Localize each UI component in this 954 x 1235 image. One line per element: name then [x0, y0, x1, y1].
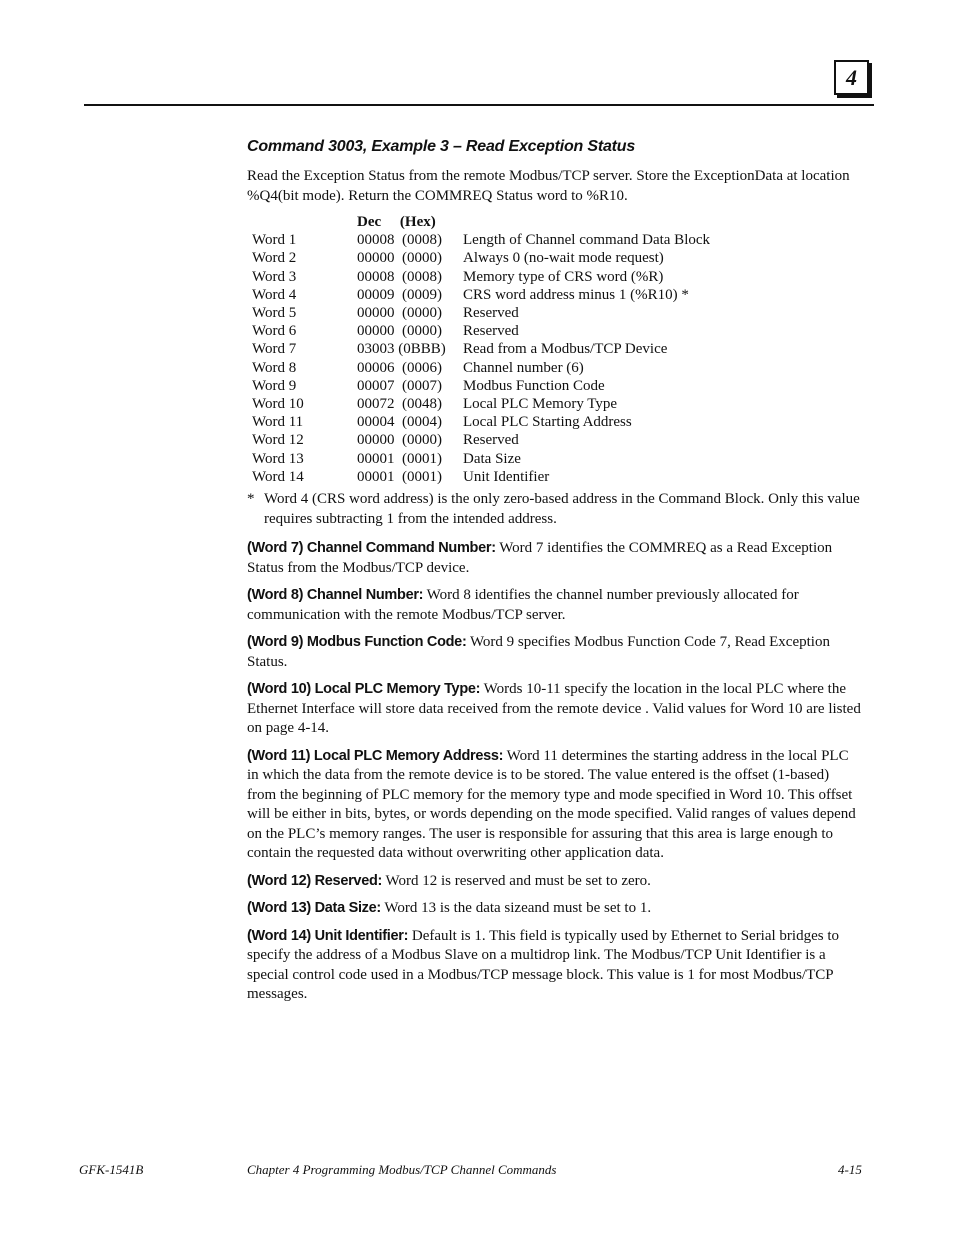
word-description: Reserved — [463, 323, 519, 340]
word-value: 00000 (0000) — [357, 250, 442, 267]
page-content — [247, 138, 862, 1013]
table-row — [247, 340, 710, 358]
paragraph-text: Word 9 specifies Modbus Function Code 7, Read Exception Status. — [247, 634, 830, 670]
word-description-paragraph — [247, 927, 862, 1005]
word-description: Memory type of CRS word (%R) — [463, 268, 664, 285]
word-description-paragraph — [247, 586, 862, 625]
paragraph-text: Word 7 identifies the COMMREQ as a Read Exception Status from the Modbus/TCP device. — [247, 540, 833, 576]
chapter-number-box — [834, 60, 869, 95]
paragraph-label: (Word 11) Local PLC Memory Address: — [247, 747, 504, 764]
word-value: 00009 (0009) — [357, 286, 442, 303]
word-value: 00000 (0000) — [357, 432, 442, 449]
word-description: Read from a Modbus/TCP Device — [463, 341, 668, 358]
word-description: Channel number (6) — [463, 359, 584, 376]
header-hex: (Hex) — [399, 214, 436, 230]
word-value: 03003 (0BBB) — [357, 341, 446, 358]
word-description: Unit Identifier — [463, 468, 550, 485]
command-block-table — [247, 213, 710, 486]
word-description: Local PLC Memory Type — [463, 396, 618, 413]
word-value: 00072 (0048) — [357, 396, 442, 413]
word-description-paragraph — [247, 872, 862, 892]
word-value: 00000 (0000) — [357, 305, 442, 322]
table-row — [247, 268, 710, 286]
word-description: Local PLC Starting Address — [463, 414, 632, 431]
table-row — [247, 450, 710, 468]
footnote — [247, 490, 862, 529]
word-label: Word 12 — [252, 432, 304, 449]
intro-paragraph: Read the Exception Status from the remote Modbus/TCP server. Store the ExceptionData at location %Q4(bit mode). Return the COMMREQ Status word to %R10. — [247, 168, 850, 204]
word-label: Word 11 — [252, 414, 304, 431]
header-dec: Dec — [357, 214, 382, 230]
table-row — [247, 286, 710, 304]
footnote-text: Word 4 (CRS word address) is the only zero-based address in the Command Block. Only this value requires subtracting 1 from the intended address. — [264, 491, 860, 527]
paragraph-label: (Word 10) Local PLC Memory Type: — [247, 681, 481, 698]
section-heading: Command 3003, Example 3 – Read Exception Status — [247, 138, 636, 155]
word-description-paragraph — [247, 899, 862, 919]
word-descriptions — [247, 539, 862, 1005]
table-row — [247, 468, 710, 486]
word-label: Word 2 — [252, 250, 297, 267]
paragraph-text: Word 8 identifies the channel number previously allocated for communication with the remote Modbus/TCP server. — [247, 587, 799, 623]
footer-chapter: Chapter 4 Programming Modbus/TCP Channel Commands — [247, 1162, 557, 1177]
footer-page-number: 4-15 — [838, 1162, 862, 1177]
word-label: Word 13 — [252, 450, 304, 467]
paragraph-text: Default is 1. This field is typically used by Ethernet to Serial bridges to specify the address of a Modbus Slave on a multidrop link. The Modbus/TCP Unit Identifier is a special control code used in a Modbus/TCP message block. This value is 1 for most Modbus/TCP messages. — [247, 927, 840, 1003]
word-label: Word 9 — [252, 377, 297, 394]
paragraph-label: (Word 9) Modbus Function Code: — [247, 634, 467, 651]
word-value: 00008 (0008) — [357, 268, 442, 285]
word-value: 00008 (0008) — [357, 232, 442, 249]
table-row — [247, 304, 710, 322]
word-description: Reserved — [463, 432, 519, 449]
word-description: Reserved — [463, 305, 519, 322]
paragraph-text: Word 12 is reserved and must be set to zero. — [382, 872, 651, 889]
word-value: 00001 (0001) — [357, 468, 442, 485]
chapter-number: 4 — [846, 64, 857, 90]
footer-doc-id: GFK-1541B — [79, 1162, 144, 1177]
paragraph-label: (Word 12) Reserved: — [247, 872, 383, 889]
paragraph-label: (Word 14) Unit Identifier: — [247, 927, 409, 944]
word-label: Word 1 — [252, 232, 297, 249]
word-description-paragraph — [247, 539, 862, 578]
word-label: Word 7 — [252, 341, 297, 358]
word-description-paragraph — [247, 747, 862, 864]
word-label: Word 4 — [252, 286, 297, 303]
word-description: Always 0 (no-wait mode request) — [463, 250, 664, 267]
footnote-marker: * — [247, 491, 255, 508]
table-row — [247, 431, 710, 449]
word-value: 00004 (0004) — [357, 414, 442, 431]
word-value: 00007 (0007) — [357, 377, 442, 394]
word-description: CRS word address minus 1 (%R10) * — [463, 286, 689, 303]
paragraph-label: (Word 7) Channel Command Number: — [247, 540, 496, 557]
paragraph-label: (Word 13) Data Size: — [247, 900, 381, 917]
table-row — [247, 249, 710, 267]
table-header-values — [357, 213, 463, 231]
word-description-paragraph — [247, 633, 862, 672]
table-header-row — [247, 213, 710, 231]
word-description: Length of Channel command Data Block — [463, 232, 711, 249]
table-row — [247, 322, 710, 340]
paragraph-label: (Word 8) Channel Number: — [247, 587, 424, 604]
word-value: 00000 (0000) — [357, 323, 442, 340]
word-label: Word 14 — [252, 468, 304, 485]
paragraph-text: Word 13 is the data sizeand must be set to 1. — [380, 900, 652, 917]
word-label: Word 3 — [252, 268, 297, 285]
table-row — [247, 377, 710, 395]
table-row — [247, 395, 710, 413]
header-rule — [84, 104, 874, 106]
word-label: Word 6 — [252, 323, 297, 340]
word-label: Word 5 — [252, 305, 297, 322]
word-value: 00006 (0006) — [357, 359, 442, 376]
word-value: 00001 (0001) — [357, 450, 442, 467]
word-description: Modbus Function Code — [463, 377, 605, 394]
word-label: Word 8 — [252, 359, 297, 376]
table-row — [247, 231, 710, 249]
paragraph-text: Word 11 determines the starting address in the local PLC in which the data from the remote device is to be stored. The value entered is the offset (1-based) from the beginning of PLC memory for the memory type and mode specified in Word 10. This offset will be either in bits, bytes, or words depending on the mode specified. Valid ranges of values depend on the PLC’s memory ranges. The user is responsible for assuring that this area is large enough to contain the requested data without overwriting other application data. — [247, 747, 856, 862]
word-description-paragraph — [247, 680, 862, 739]
table-row — [247, 413, 710, 431]
word-label: Word 10 — [252, 396, 304, 413]
table-row — [247, 359, 710, 377]
table-body — [247, 231, 710, 486]
word-description: Data Size — [463, 450, 521, 467]
paragraph-text: Words 10-11 specify the location in the local PLC where the Ethernet Interface will store data received from the remote device . Valid values for Word 10 are listed on page 4-14. — [247, 681, 861, 737]
